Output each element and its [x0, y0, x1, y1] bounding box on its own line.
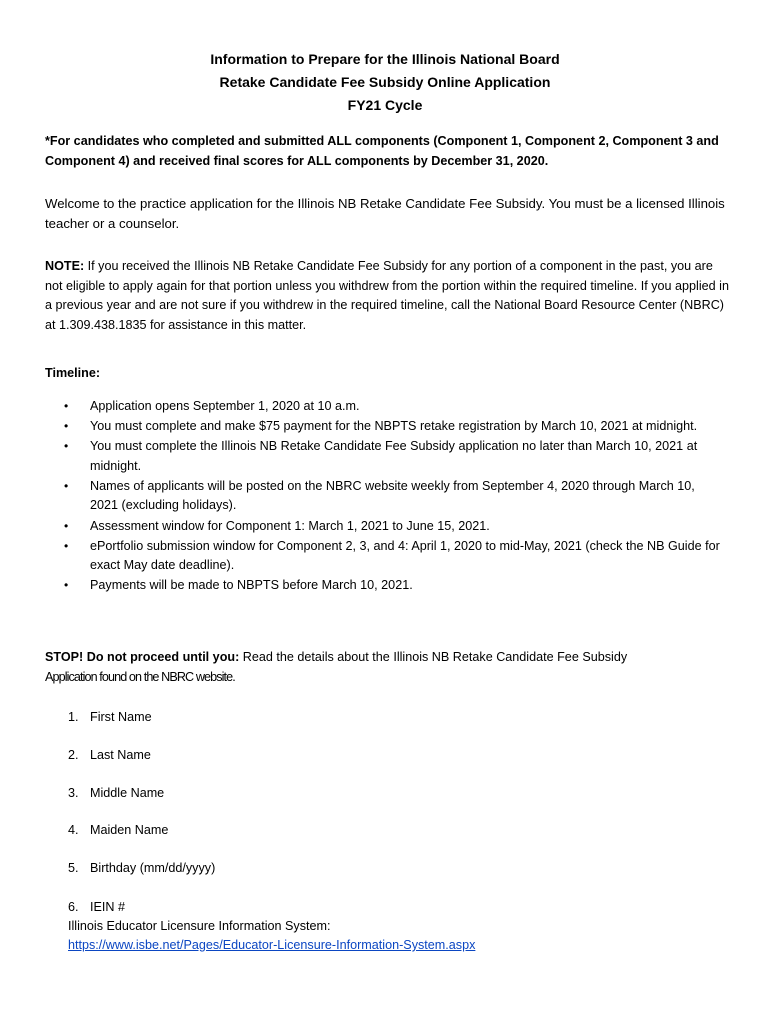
field-first-name: 1. First Name	[68, 710, 152, 724]
note-text: If you received the Illinois NB Retake Candidate Fee Subsidy for any portion of a component in the past, you are not eligible to apply again for that portion unless you withdrew from the portion within the required timeline. If you applied in a previous year and are not sure if you withdrew in the required timeline, call the National Board Resource Center (NBRC) at 1.309.438.1835 for assistance in this matter.	[45, 259, 729, 332]
list-item: • Payments will be made to NBPTS before March 10, 2021.	[62, 576, 722, 596]
bullet-icon: •	[64, 578, 69, 593]
eligibility-statement: *For candidates who completed and submitted ALL components (Component 1, Component 2, Component 3 and Component 4) and received final scores for ALL components by December 31, 2020.	[45, 134, 719, 168]
bullet-icon: •	[64, 518, 69, 533]
timeline-heading: Timeline:	[45, 366, 101, 380]
list-item: • Names of applicants will be posted on the NBRC website weekly from September 4, 2020 through March 10, 2021 (excluding holidays).	[64, 478, 695, 513]
list-item: • Assessment window for Component 1: March 1, 2021 to June 15, 2021.	[62, 517, 722, 537]
stop-notice	[45, 648, 730, 687]
note-paragraph	[45, 257, 730, 335]
stop-label: STOP! Do not proceed until you:	[45, 650, 240, 664]
timeline-list	[62, 397, 722, 596]
field-iein: 6. IEIN #	[68, 900, 125, 914]
bullet-icon: •	[64, 439, 69, 454]
field-birthday: 5. Birthday (mm/dd/yyyy)	[68, 861, 216, 875]
page-title	[0, 48, 770, 117]
field-middle-name: 3. Middle Name	[68, 786, 165, 800]
list-item: • You must complete and make $75 payment for the NBPTS retake registration by March 10, 2021 at midnight.	[62, 417, 722, 437]
title-line-3: FY21 Cycle	[347, 97, 423, 113]
list-item: • You must complete the Illinois NB Retake Candidate Fee Subsidy application no later than March 10, 2021 at midnight.	[64, 439, 698, 473]
ielis-label: Illinois Educator Licensure Information System:	[68, 919, 331, 933]
stop-text-line2: Application found on the NBRC website.	[45, 669, 235, 684]
title-line-1: Information to Prepare for the Illinois National Board	[210, 51, 560, 67]
bullet-icon: •	[64, 478, 69, 493]
bullet-icon: •	[64, 419, 69, 434]
title-line-2: Retake Candidate Fee Subsidy Online Application	[219, 74, 551, 90]
field-last-name: 2. Last Name	[68, 748, 151, 762]
welcome-paragraph: Welcome to the practice application for the Illinois NB Retake Candidate Fee Subsidy. You must be a licensed Illinois teacher or a counselor.	[45, 196, 725, 231]
ielis-link-row	[68, 936, 475, 956]
list-item: • Application opens September 1, 2020 at 10 a.m.	[62, 397, 722, 417]
ielis-link[interactable]: https://www.isbe.net/Pages/Educator-Licensure-Information-System.aspx	[68, 938, 476, 952]
stop-text: Read the details about the Illinois NB Retake Candidate Fee Subsidy	[239, 650, 628, 664]
field-maiden-name: 4. Maiden Name	[68, 823, 169, 837]
note-label: NOTE:	[45, 259, 85, 273]
list-item: • ePortfolio submission window for Component 2, 3, and 4: April 1, 2020 to mid-May, 2021 (check the NB Guide for exact May date deadline).	[64, 538, 720, 573]
bullet-icon: •	[64, 538, 69, 553]
bullet-icon: •	[64, 399, 69, 413]
